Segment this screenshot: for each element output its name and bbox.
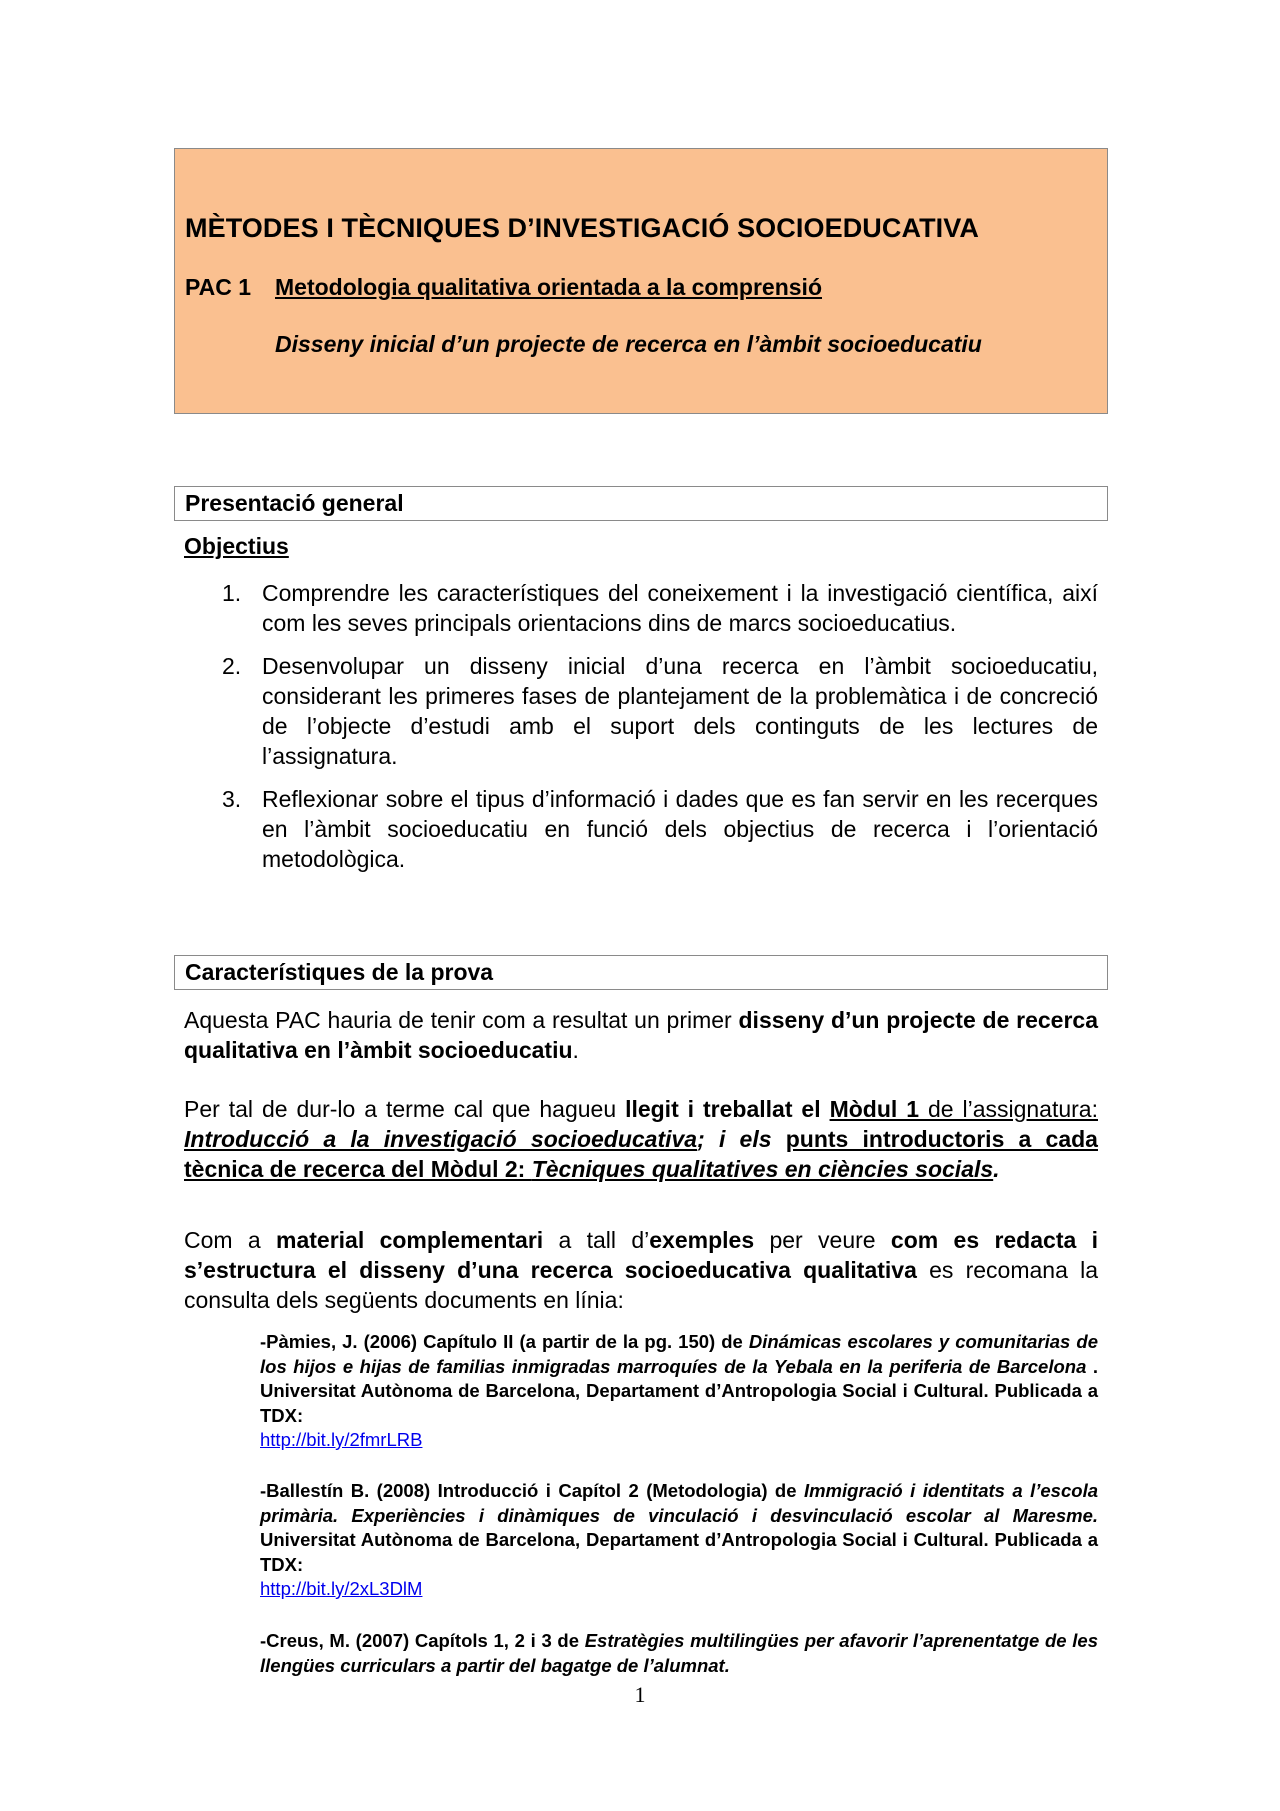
- list-item: [222, 578, 1098, 638]
- course-title: MÈTODES I TÈCNIQUES D’INVESTIGACIÓ SOCIOEDUCATIVA: [185, 213, 979, 243]
- section-heading-presentacio: Presentació general: [174, 486, 1108, 521]
- pac-subtitle: Disseny inicial d’un projecte de recerca en l’àmbit socioeducatiu: [275, 331, 982, 357]
- reference-item: [260, 1479, 1098, 1602]
- text-run-bold-italic-underline: Tècniques qualitatives en ciències socials: [531, 1156, 994, 1182]
- page-number: 1: [634, 1682, 646, 1707]
- list-number: 1.: [222, 580, 242, 606]
- text-run: a tall d’: [543, 1227, 650, 1253]
- text-run-bold: com es redacta i s’estructura el disseny d’una recerca socioeducativa qualitativa: [184, 1227, 1098, 1283]
- pac-title: Metodologia qualitativa orientada a la comprensió: [275, 274, 822, 300]
- reference-item: [260, 1330, 1098, 1453]
- pac-label: PAC 1: [185, 274, 252, 300]
- text-run-underline: de l’assignatura:: [919, 1096, 1098, 1122]
- text-run-bold: llegit i treballat el: [625, 1096, 830, 1122]
- list-item: [222, 784, 1098, 874]
- paragraph-result: [184, 1005, 1098, 1065]
- objectives-list: [222, 578, 1098, 887]
- reference-link[interactable]: http://bit.ly/2xL3DlM: [260, 1578, 423, 1599]
- reference-author: -Creus, M. (2007) Capítols 1, 2 i 3 de: [260, 1630, 585, 1651]
- reference-title: Dinámicas escolares y comunitarias de los hijos e hijas de familias inmigradas marroquíes de la Yebala en la periferia de Barcelona: [260, 1331, 1098, 1377]
- text-run-bold: material complementari: [276, 1227, 544, 1253]
- reference-link[interactable]: http://bit.ly/2fmrLRB: [260, 1429, 423, 1450]
- paragraph-requirements: [184, 1094, 1098, 1184]
- reference-title: Immigració i identitats a l’escola primària. Experiències i dinàmiques de vinculació i desvinculació escolar al Maresme.: [260, 1480, 1098, 1526]
- reference-title: Estratègies multilingües per afavorir l’aprenentatge de les llengües curriculars a partir del bagatge de l’alumnat.: [260, 1630, 1098, 1676]
- list-item-text: Reflexionar sobre el tipus d’informació i dades que es fan servir en les recerques en l’àmbit socioeducatiu en funció dels objectius de recerca i l’orientació metodològica.: [262, 786, 1098, 872]
- text-run-bold-italic-underline: Introducció a la investigació socioeducativa: [184, 1126, 698, 1152]
- text-run-bold: disseny d’un projecte de recerca qualitativa en l’àmbit socioeducatiu: [184, 1007, 1098, 1063]
- list-number: 2.: [222, 653, 242, 679]
- text-run-bold: exemples: [649, 1227, 755, 1253]
- section-heading-caracteristiques: Característiques de la prova: [174, 955, 1108, 990]
- reference-publisher: Universitat Autònoma de Barcelona, Departament d’Antropologia Social i Cultural. Publicada a TDX:: [260, 1529, 1098, 1575]
- text-run: .: [572, 1037, 579, 1063]
- reference-author: -Pàmies, J. (2006) Capítulo II (a partir de la pg. 150) de: [260, 1331, 749, 1352]
- title-block: [174, 148, 1108, 414]
- text-run: Com a: [184, 1227, 277, 1253]
- text-run-bold-underline: Mòdul 1: [829, 1096, 919, 1122]
- reference-author: -Ballestín B. (2008) Introducció i Capítol 2 (Metodologia) de: [260, 1480, 804, 1501]
- objectius-heading: Objectius: [184, 533, 289, 559]
- reference-item: [260, 1629, 1098, 1678]
- list-item-text: Comprendre les característiques del coneixement i la investigació científica, així com les seves principals orientacions dins de marcs socioeducatius.: [262, 580, 1098, 636]
- text-run-bold-underline: punts introductoris a cada tècnica de recerca del Mòdul 2:: [184, 1126, 1098, 1182]
- list-item: [222, 651, 1098, 771]
- reference-publisher: . Universitat Autònoma de Barcelona, Departament d’Antropologia Social i Cultural. Publicada a TDX:: [260, 1355, 1098, 1426]
- text-run: Aquesta PAC hauria de tenir com a resultat un primer: [184, 1007, 739, 1033]
- text-run: es recomana la consulta dels següents documents en línia:: [184, 1257, 1098, 1313]
- text-run-bold-italic: .: [993, 1156, 1000, 1182]
- text-run: per veure: [754, 1227, 891, 1253]
- text-run-bold-italic: ; i els: [697, 1126, 786, 1152]
- text-run: Per tal de dur-lo a terme cal que hagueu: [184, 1096, 626, 1122]
- list-number: 3.: [222, 786, 242, 812]
- list-item-text: Desenvolupar un disseny inicial d’una recerca en l’àmbit socioeducatiu, considerant les primeres fases de plantejament de la problemàtica i de concreció de l’objecte d’estudi amb el suport dels continguts de les lectures de l’assignatura.: [262, 653, 1098, 769]
- paragraph-complementary: [184, 1225, 1098, 1315]
